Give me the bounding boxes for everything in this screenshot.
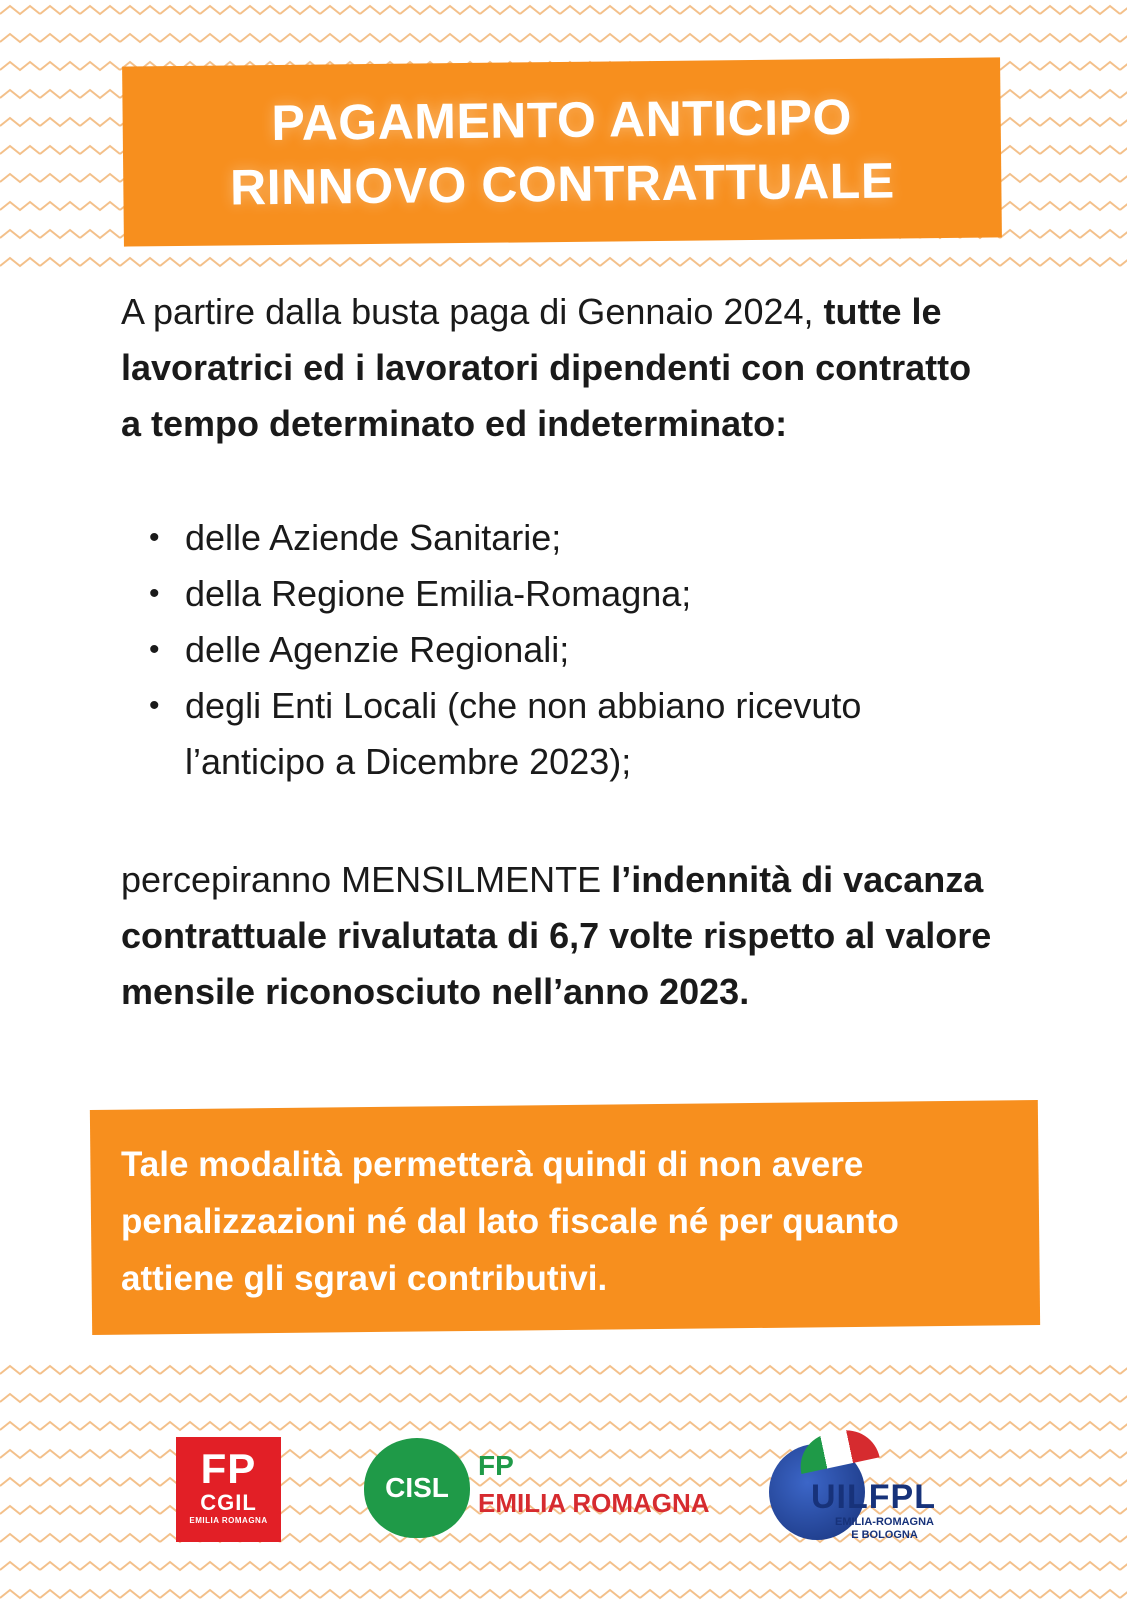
fp-cgil-cgil: CGIL: [200, 1490, 257, 1515]
title-line-2: RINNOVO CONTRATTUALE: [229, 152, 895, 216]
uilfpl-logo: [769, 1432, 949, 1540]
title-banner: [122, 57, 1002, 246]
uilfpl-region-line-1: EMILIA-ROMAGNA: [835, 1516, 934, 1528]
list-item: • delle Aziende Sanitarie;: [121, 510, 1001, 566]
outro-bold-text: l’indennità di vacanza contrattuale rivalutata di 6,7 volte rispetto al valore mensile riconosciuto nell’anno 2023.: [121, 859, 992, 1012]
uilfpl-region: [835, 1516, 934, 1542]
list-item: • della Regione Emilia-Romagna;: [121, 566, 1001, 622]
fp-cgil-region: EMILIA ROMAGNA: [189, 1516, 268, 1525]
intro-text: A partire dalla busta paga di Gennaio 2024,: [121, 291, 824, 332]
entity-list: [121, 510, 1001, 790]
intro-paragraph: [121, 284, 1001, 452]
title-line-1: PAGAMENTO ANTICIPO: [271, 88, 853, 152]
cisl-region-text: EMILIA ROMAGNA: [478, 1488, 710, 1518]
list-item: • delle Agenzie Regionali;: [121, 622, 1001, 678]
cisl-fp-text: FP: [478, 1450, 514, 1481]
outro-text: percepiranno MENSILMENTE: [121, 859, 612, 900]
uilfpl-name: UILFPL: [811, 1478, 936, 1516]
fp-cgil-logo: [176, 1437, 281, 1542]
intro-bold-text: tutte le lavoratrici ed i lavoratori dipendenti con contratto a tempo determinato ed indeterminato:: [121, 291, 972, 444]
cisl-fp-logo: [364, 1438, 724, 1538]
uilfpl-region-line-2: E BOLOGNA: [851, 1529, 918, 1541]
note-text: Tale modalità permetterà quindi di non avere penalizzazioni né dal lato fiscale né per quanto attiene gli sgravi contributivi.: [121, 1145, 899, 1298]
list-item: • degli Enti Locali (che non abbiano ricevuto l’anticipo a Dicembre 2023);: [121, 678, 1001, 790]
fp-cgil-fp: FP: [200, 1445, 257, 1492]
cisl-badge: CISL: [364, 1438, 470, 1538]
outro-paragraph: [121, 852, 1001, 1020]
